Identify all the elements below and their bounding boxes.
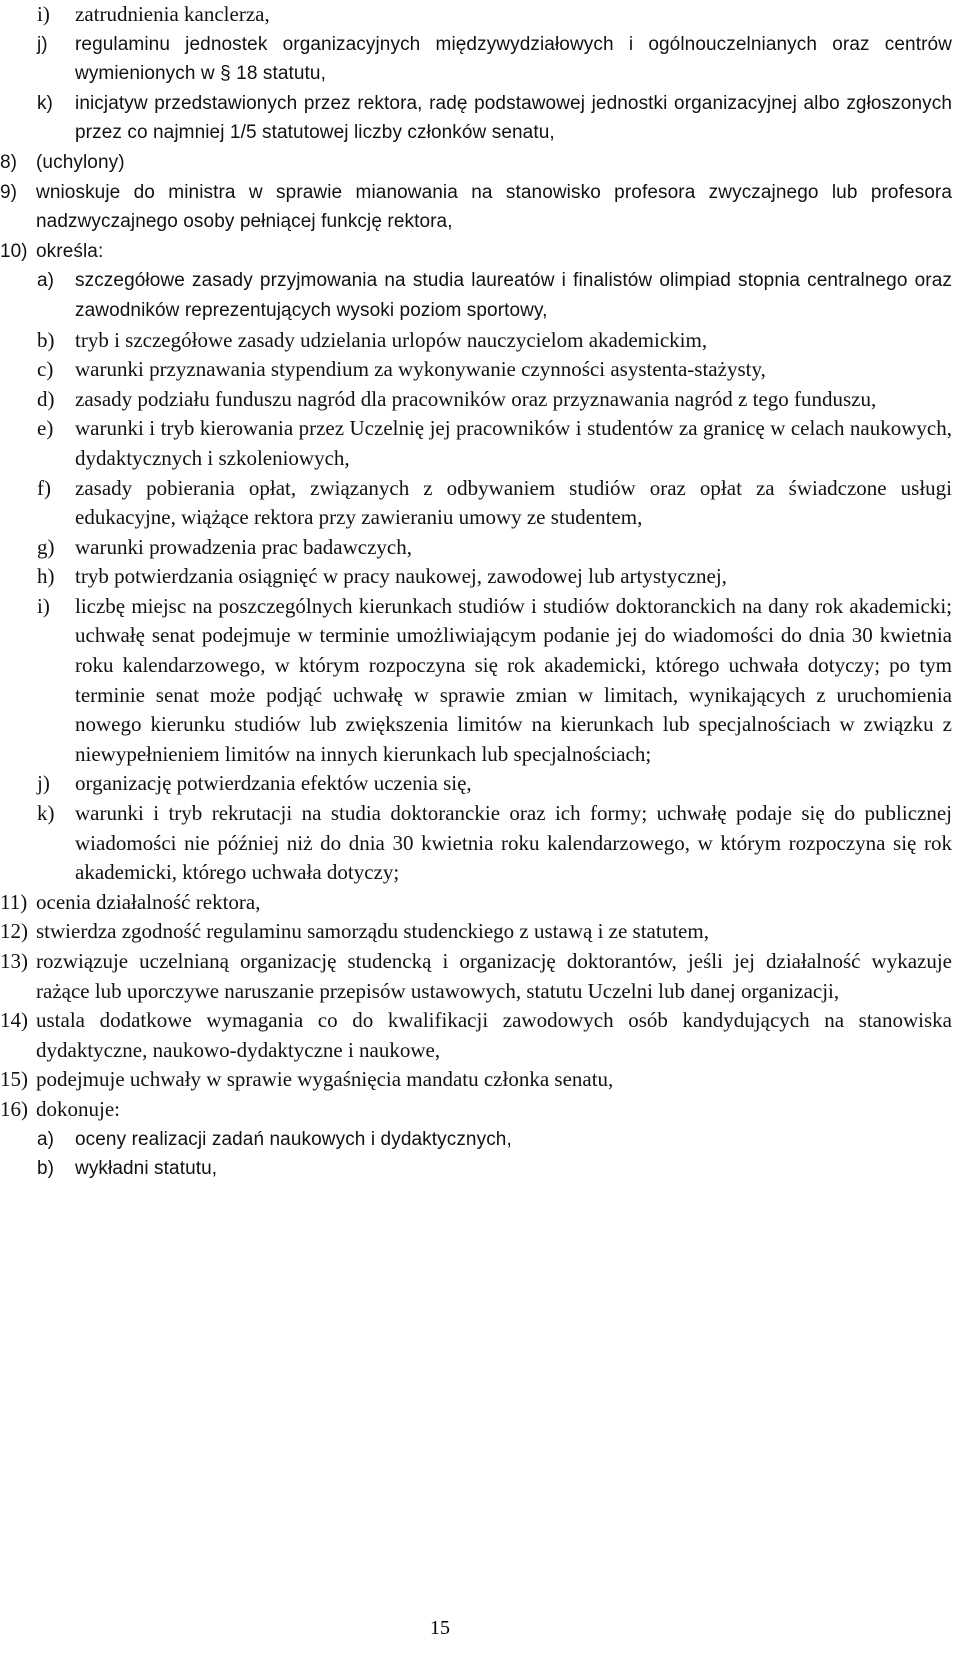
item-text: oceny realizacji zadań naukowych i dydaktycznych, (75, 1128, 512, 1150)
item-text: warunki prowadzenia prac badawczych, (75, 534, 412, 559)
item-text: dokonuje: (36, 1096, 120, 1121)
item-label: j) (37, 771, 50, 796)
item-label: a) (37, 270, 54, 292)
item-text: warunki i tryb rekrutacji na studia doktoranckie oraz ich formy; uchwałę podaje się do publicznej wiadomości nie później niż do dnia 30 kwietnia roku kalendarzowego, w którym rozpoczyna się rok akademicki, którego uchwała dotyczy; (75, 801, 952, 885)
item-label: e) (37, 416, 54, 441)
item-text: inicjatyw przedstawionych przez rektora, radę podstawowej jednostki organizacyjnej albo zgłoszonych przez co najmniej 1/5 statutowej liczby członków senatu, (75, 92, 952, 144)
item-label: i) (37, 593, 50, 618)
item-text: organizację potwierdzania efektów uczenia się, (75, 771, 472, 796)
list-item (0, 30, 960, 89)
item-text: warunki przyznawania stypendium za wykonywanie czynności asystenta-stażysty, (75, 357, 766, 382)
list-item (0, 1006, 960, 1065)
item-label: 8) (0, 151, 17, 173)
list-item (0, 178, 960, 237)
item-label: d) (37, 386, 55, 411)
list-item (0, 799, 960, 888)
item-label: 14) (0, 1008, 28, 1033)
item-label: 16) (0, 1096, 28, 1121)
item-label: 10) (0, 240, 28, 262)
list-item (0, 947, 960, 1006)
list-item (0, 917, 960, 947)
list-item (0, 769, 960, 799)
list-item (0, 355, 960, 385)
item-text: wnioskuje do ministra w sprawie mianowania na stanowisko profesora zwyczajnego lub profesora nadzwyczajnego osoby pełniącej funkcję rektora, (36, 181, 952, 233)
item-text: określa: (36, 240, 104, 262)
list-item (0, 148, 960, 178)
list-item (0, 385, 960, 415)
item-label: 12) (0, 919, 28, 944)
item-text: stwierdza zgodność regulaminu samorządu studenckiego z ustawą i ze statutem, (36, 919, 709, 944)
item-label: j) (37, 33, 48, 55)
list-item (0, 888, 960, 918)
item-text: ocenia działalność rektora, (36, 889, 261, 914)
list-item (0, 1095, 960, 1125)
item-text: rozwiązuje uczelnianą organizację studencką i organizację doktorantów, jeśli jej działalność wykazuje rażące lub uporczywe naruszanie przepisów ustawowych, statutu Uczelni lub danej organizacji, (36, 949, 952, 1003)
item-text: zasady podziału funduszu nagród dla pracowników oraz przyznawania nagród z tego funduszu, (75, 386, 877, 411)
item-label: k) (37, 801, 55, 826)
list-item (0, 562, 960, 592)
list-item (0, 0, 960, 30)
item-label: b) (37, 327, 55, 352)
item-label: k) (37, 92, 53, 114)
item-label: b) (37, 1158, 54, 1180)
item-label: i) (37, 2, 50, 26)
item-text: liczbę miejsc na poszczególnych kierunkach studiów i studiów doktoranckich na dany rok akademicki; uchwałę senat podejmuje w terminie umożliwiającym podanie jej do wiadomości do dnia 30 kwietnia roku kalendarzowego, w którym rozpoczyna się rok akademicki, którego uchwała dotyczy; po tym terminie senat może podjąć uchwałę w sprawie zmian w limitach, wynikających z uruchomienia nowego kierunku studiów lub zwiększenia limitów na kierunkach lub specjalnościach w związku z niewypełnieniem limitów na innych kierunkach lub specjalnościach; (75, 593, 952, 766)
item-text: podejmuje uchwały w sprawie wygaśnięcia mandatu członka senatu, (36, 1067, 614, 1092)
list-item (0, 414, 960, 473)
list-item (0, 89, 960, 148)
item-text: zatrudnienia kanclerza, (75, 2, 270, 26)
list-item (0, 237, 960, 267)
item-label: 11) (0, 889, 28, 914)
list-item (0, 1154, 960, 1184)
list-item (0, 474, 960, 533)
item-text: warunki i tryb kierowania przez Uczelnię jej pracowników i studentów za granicę w celach naukowych, dydaktycznych i szkoleniowych, (75, 416, 952, 470)
page-number: 15 (430, 1617, 450, 1639)
list-item (0, 326, 960, 356)
item-text: tryb i szczegółowe zasady udzielania urlopów nauczycielom akademickim, (75, 327, 708, 352)
list-item (0, 1125, 960, 1155)
item-label: a) (37, 1128, 54, 1150)
item-text: szczegółowe zasady przyjmowania na studia laureatów i finalistów olimpiad stopnia centralnego oraz zawodników reprezentujących wysoki poziom sportowy, (75, 270, 952, 321)
item-label: 13) (0, 949, 28, 973)
list-item (0, 592, 960, 770)
item-text: (uchylony) (36, 151, 125, 173)
item-text: wykładni statutu, (75, 1158, 218, 1180)
item-text: tryb potwierdzania osiągnięć w pracy naukowej, zawodowej lub artystycznej, (75, 564, 727, 589)
list-item (0, 266, 960, 325)
item-label: 15) (0, 1067, 28, 1092)
item-text: regulaminu jednostek organizacyjnych międzywydziałowych i ogólnouczelnianych oraz centrów wymienionych w § 18 statutu, (75, 33, 952, 85)
list-item (0, 533, 960, 563)
item-text: ustala dodatkowe wymagania co do kwalifikacji zawodowych osób kandydujących na stanowiska dydaktyczne, naukowo-dydaktyczne i naukowe, (36, 1008, 952, 1062)
item-label: g) (37, 534, 55, 559)
item-label: 9) (0, 181, 17, 203)
item-label: f) (37, 475, 51, 500)
item-label: h) (37, 564, 55, 589)
item-text: zasady pobierania opłat, związanych z odbywaniem studiów oraz opłat za świadczone usługi edukacyjne, wiążące rektora przy zawieraniu umowy ze studentem, (75, 475, 952, 530)
item-label: c) (37, 357, 54, 382)
list-item (0, 1065, 960, 1095)
